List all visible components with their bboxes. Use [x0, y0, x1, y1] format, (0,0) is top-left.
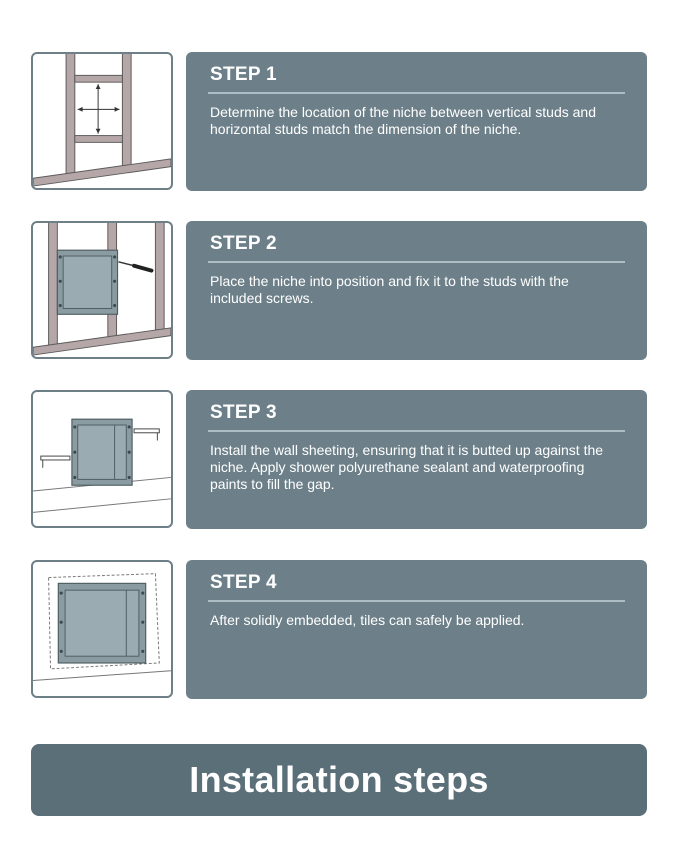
step-4-illustration	[31, 560, 173, 698]
step-1-illustration	[31, 52, 173, 190]
step-1-title: STEP 1	[210, 64, 277, 85]
installation-steps-banner	[31, 744, 647, 816]
stud-frame-icon	[33, 54, 171, 188]
step-2-illustration	[31, 221, 173, 359]
step-4-divider	[208, 600, 625, 602]
step-2-title: STEP 2	[210, 233, 277, 254]
step-3-illustration	[31, 390, 173, 528]
step-2-divider	[208, 261, 625, 263]
step-4-card	[186, 560, 647, 699]
step-1-text: Determine the location of the niche between vertical studs and horizontal studs match the dimension of the niche.	[210, 104, 597, 137]
step-2-text: Place the niche into position and fix it to the studs with the included screws.	[210, 273, 569, 306]
step-3-text: Install the wall sheeting, ensuring that it is butted up against the niche. Apply shower polyurethane sealant and waterproofing paints to fill the gap.	[210, 442, 604, 492]
step-4-title: STEP 4	[210, 572, 277, 593]
step-1-card	[186, 52, 647, 191]
niche-screw-icon	[33, 223, 171, 357]
step-1-divider	[208, 92, 625, 94]
step-3-card	[186, 390, 647, 529]
step-2-card	[186, 221, 647, 360]
installation-steps-title: Installation steps	[189, 759, 489, 800]
step-3-divider	[208, 430, 625, 432]
step-3-title: STEP 3	[210, 402, 277, 423]
tiled-niche-icon	[33, 562, 171, 696]
wall-sheeting-icon	[33, 392, 171, 526]
step-4-text: After solidly embedded, tiles can safely be applied.	[210, 612, 525, 628]
